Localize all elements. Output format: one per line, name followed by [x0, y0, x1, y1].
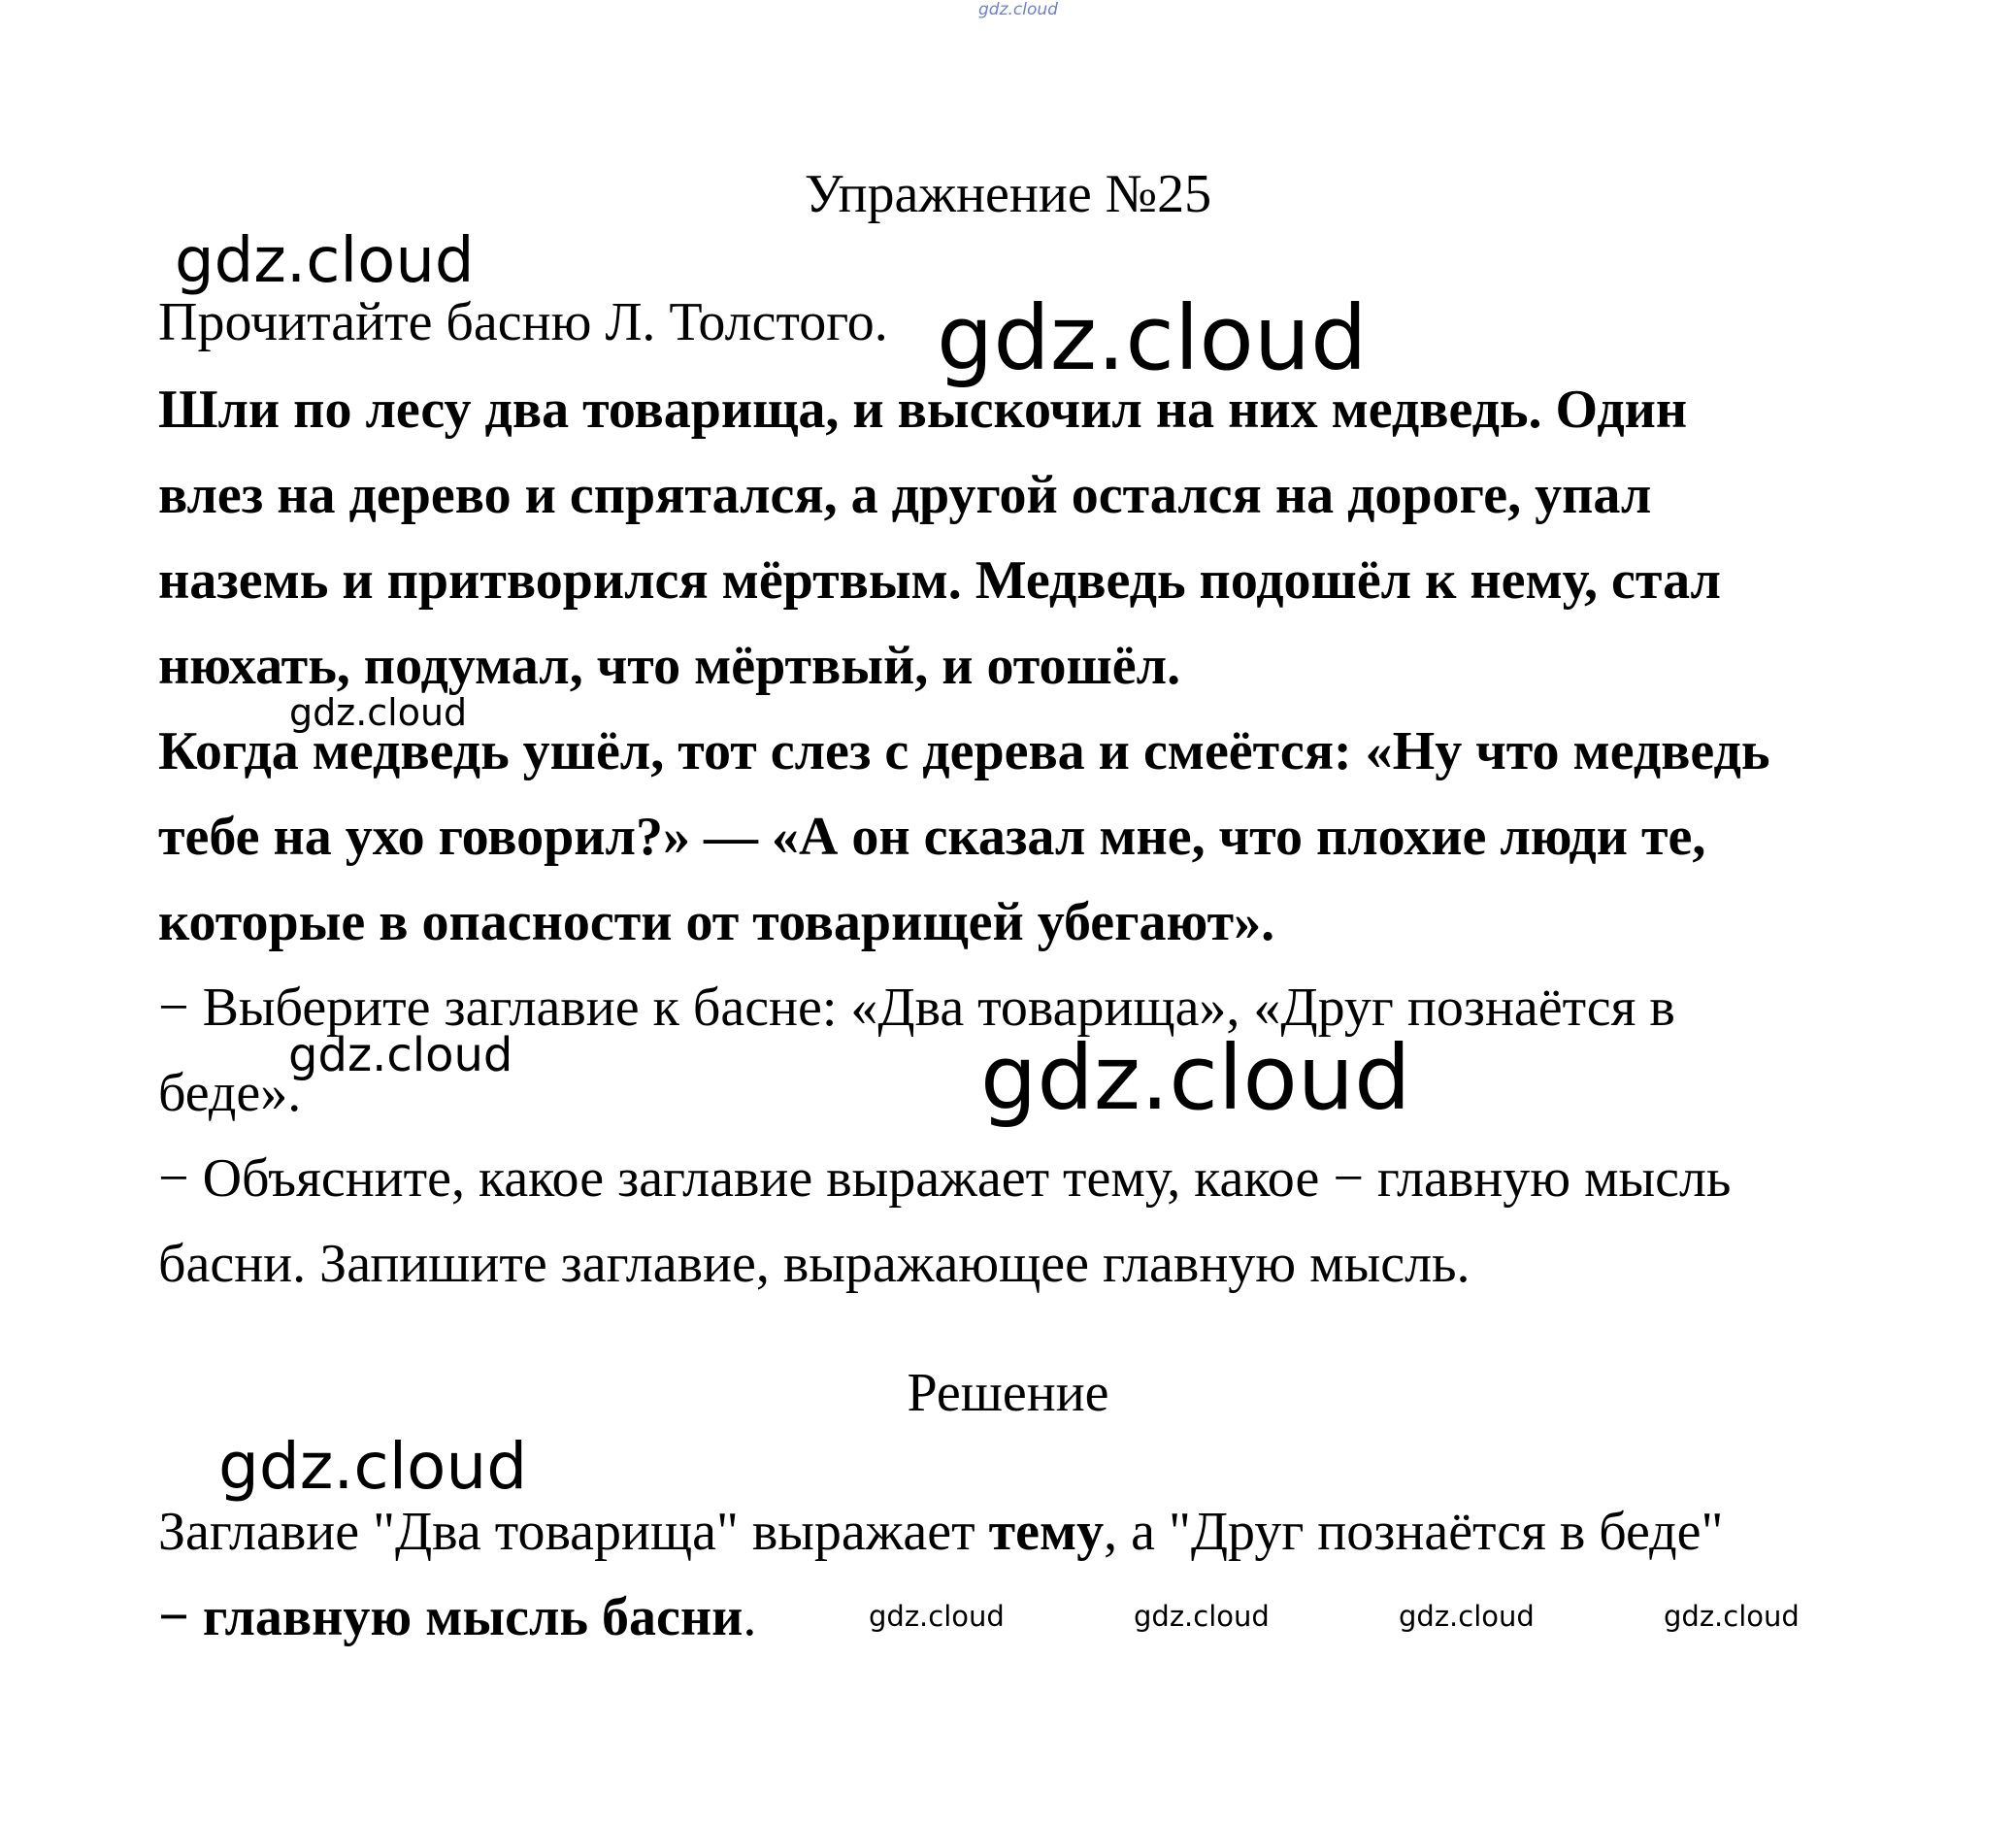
- solution-text: Заглавие "Два товарища" выражает: [158, 1502, 989, 1562]
- solution-text: .: [743, 1587, 757, 1647]
- fable-line: наземь и притворился мёртвым. Медведь подошёл к нему, стал: [158, 550, 1721, 611]
- solution-line-1: [158, 1498, 1723, 1566]
- solution-heading: Решение: [907, 1363, 1109, 1423]
- watermark: gdz.cloud: [289, 691, 468, 734]
- exercise-title: Упражнение №25: [804, 164, 1212, 224]
- watermark: gdz.cloud: [937, 286, 1368, 390]
- watermark: gdz.cloud: [869, 1600, 1005, 1633]
- fable-line: нюхать, подумал, что мёртвый, и отошёл.: [158, 636, 1181, 696]
- task-line: басни. Запишите заглавие, выражающее главную мысль.: [158, 1234, 1471, 1294]
- watermark: gdz.cloud: [1399, 1600, 1535, 1633]
- fable-line: которые в опасности от товарищей убегают».: [158, 892, 1275, 952]
- watermark: gdz.cloud: [1664, 1600, 1800, 1633]
- task-line: − Выберите заглавие к басне: «Два товарища», «Друг познаётся в: [158, 978, 1675, 1038]
- watermark: gdz.cloud: [1134, 1600, 1270, 1633]
- task-line: − Объясните, какое заглавие выражает тему, какое − главную мысль: [158, 1148, 1732, 1209]
- instruction-text: Прочитайте басню Л. Толстого.: [158, 292, 888, 352]
- fable-line: Шли по лесу два товарища, и выскочил на них медведь. Один: [158, 380, 1688, 440]
- fable-line: влез на дерево и спрятался, а другой остался на дороге, упал: [158, 465, 1652, 525]
- watermark: gdz.cloud: [980, 1026, 1411, 1130]
- watermark: gdz.cloud: [288, 1028, 513, 1082]
- task-line: беде».: [158, 1063, 302, 1123]
- fable-line: Когда медведь ушёл, тот слез с дерева и смеётся: «Ну что медведь: [158, 721, 1770, 781]
- solution-term-main-idea: − главную мысль басни: [158, 1587, 744, 1647]
- watermark: gdz.cloud: [978, 0, 1058, 19]
- watermark: gdz.cloud: [218, 1429, 528, 1504]
- fable-line: тебе на ухо говорил?» — «А он сказал мне, что плохие люди те,: [158, 807, 1706, 867]
- watermark: gdz.cloud: [175, 225, 475, 297]
- solution-line-2: [158, 1583, 756, 1651]
- solution-text: , а "Друг познаётся в беде": [1104, 1502, 1724, 1562]
- solution-term-theme: тему: [988, 1502, 1105, 1562]
